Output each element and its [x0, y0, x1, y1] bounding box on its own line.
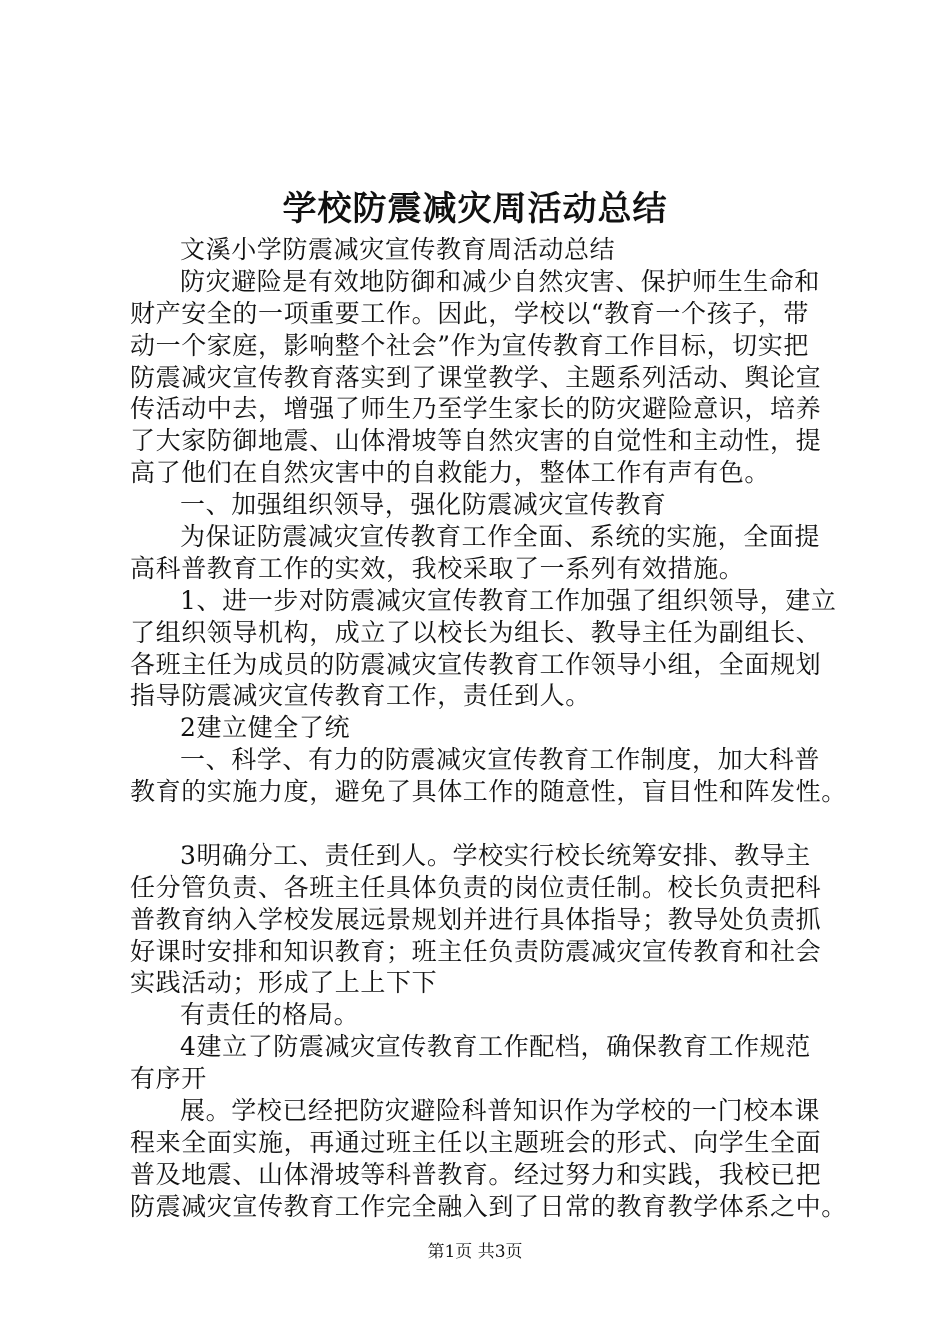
paragraph-line: 1、进一步对防震减灾宣传教育工作加强了组织领导，建立 — [180, 585, 837, 615]
paragraph-line: 普及地震、山体滑坡等科普教育。经过努力和实践，我校已把 — [130, 1159, 822, 1189]
paragraph-line: 财产安全的一项重要工作。因此，学校以“教育一个孩子，带 — [130, 298, 809, 328]
paragraph-line: 2建立健全了统 — [180, 713, 351, 743]
document-body — [130, 234, 850, 1223]
paragraph-line: 为保证防震减灾宣传教育工作全面、系统的实施，全面提 — [180, 522, 821, 552]
paragraph-line: 好课时安排和知识教育；班主任负责防震减灾宣传教育和社会 — [130, 936, 822, 966]
paragraph-line: 普教育纳入学校发展远景规划并进行具体指导；教导处负责抓 — [130, 904, 822, 934]
document-title: 学校防震减灾周活动总结 — [282, 189, 668, 229]
paragraph-line: 高了他们在自然灾害中的自救能力，整体工作有声有色。 — [130, 458, 771, 488]
paragraph-line: 传活动中去，增强了师生乃至学生家长的防灾避险意识，培养 — [130, 394, 822, 424]
paragraph-line: 程来全面实施，再通过班主任以主题班会的形式、向学生全面 — [130, 1127, 822, 1157]
paragraph-line: 防震减灾宣传教育工作完全融入到了日常的教育教学体系之中。 — [130, 1191, 847, 1221]
paragraph-line: 3明确分工、责任到人。学校实行校长统筹安排、教导主 — [180, 840, 811, 870]
paragraph-line: 有责任的格局。 — [180, 1000, 360, 1030]
paragraph-line: 任分管负责、各班主任具体负责的岗位责任制。校长负责把科 — [130, 872, 822, 902]
paragraph-line: 有序开 — [130, 1064, 207, 1094]
paragraph-line: 实践活动；形成了上上下下 — [130, 968, 438, 998]
paragraph-line: 高科普教育工作的实效，我校采取了一系列有效措施。 — [130, 553, 745, 583]
paragraph-line: 教育的实施力度，避免了具体工作的随意性，盲目性和阵发性。 — [130, 777, 847, 807]
paragraph-line: 防震减灾宣传教育落实到了课堂教学、主题系列活动、舆论宣 — [130, 362, 822, 392]
paragraph-line: 文溪小学防震减灾宣传教育周活动总结 — [180, 235, 616, 264]
paragraph-line: 了组织领导机构，成立了以校长为组长、教导主任为副组长、 — [130, 617, 822, 647]
paragraph-line: 各班主任为成员的防震减灾宣传教育工作领导小组，全面规划 — [130, 649, 822, 679]
page-footer: 第1页 共3页 — [427, 1242, 523, 1262]
section-heading: 一、加强组织领导，强化防震减灾宣传教育 — [180, 490, 667, 520]
paragraph-line: 展。学校已经把防灾避险科普知识作为学校的一门校本课 — [180, 1096, 821, 1126]
paragraph-line: 4建立了防震减灾宣传教育工作配档，确保教育工作规范 — [180, 1032, 811, 1062]
paragraph-line: 一、科学、有力的防震减灾宣传教育工作制度，加大科普 — [180, 745, 821, 775]
paragraph-line: 了大家防御地震、山体滑坡等自然灾害的自觉性和主动性，提 — [130, 426, 822, 456]
paragraph-line: 动一个家庭，影响整个社会”作为宣传教育工作目标，切实把 — [130, 330, 809, 360]
paragraph-line: 防灾避险是有效地防御和减少自然灾害、保护师生生命和 — [180, 266, 821, 296]
paragraph-line: 指导防震减灾宣传教育工作，责任到人。 — [130, 681, 591, 711]
blank-line — [130, 808, 850, 840]
